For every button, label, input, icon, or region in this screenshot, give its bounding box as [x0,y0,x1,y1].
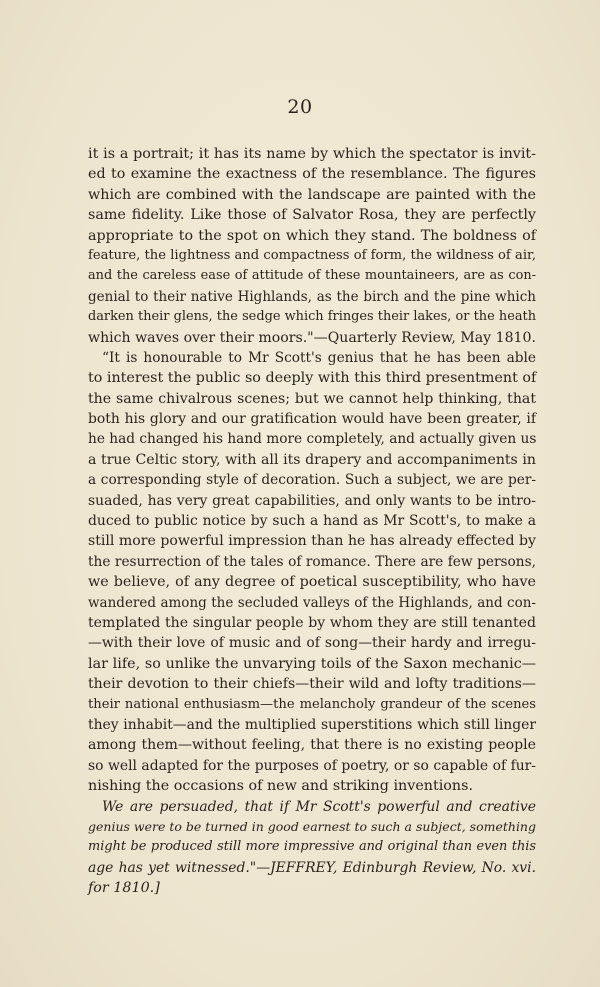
text-line: duced to public notice by such a hand as Mr Scott's, to make a [88,513,536,530]
text-line: “It is honourable to Mr Scott's genius that he has been able [102,349,536,366]
text-line: they inhabit—and the multiplied superstitions which still linger [88,716,536,733]
text-line: darken their glens, the sedge which fringes their lakes, or the heath [88,309,536,325]
text-line: a true Celtic story, with all its drapery and accompaniments in [88,451,536,468]
paragraph-quarterly-review [88,144,536,348]
text-line: for 1810.] [88,880,160,897]
text-line: age has yet witnessed."—JEFFREY, Edinburgh Review, No. xvi. [88,859,536,876]
text-line: to interest the public so deeply with this third presentment of [88,370,537,387]
text-line: so well adapted for the purposes of poetry, or so capable of fur- [88,757,536,774]
text-line: both his glory and our gratification would have been greater, if [88,411,536,428]
paragraph-edinburgh-review [88,348,536,797]
text-line: their national enthusiasm—the melancholy grandeur of the scenes [88,696,536,712]
page-number: 20 [287,96,313,118]
text-line: —with their love of music and of song—their hardy and irregu- [88,635,536,652]
text-line: wandered among the secluded valleys of the Highlands, and con- [88,594,536,611]
text-line: still more powerful impression than he has already effected by [88,533,536,550]
text-line: nishing the occasions of new and striking inventions. [88,778,474,795]
text-line: suaded, has very great capabilities, and only wants to be intro- [88,492,536,509]
text-line: their devotion to their chiefs—their wild and lofty traditions— [88,676,536,693]
text-line: feature, the lightness and compactness of form, the wildness of air, [88,247,536,263]
text-line: appropriate to the spot on which they stand. The boldness of [88,227,536,244]
text-line: the same chivalrous scenes; but we cannot help thinking, that [88,390,536,407]
text-line: which are combined with the landscape are painted with the [88,186,536,203]
text-line: genial to their native Highlands, as the birch and the pine which [88,288,536,305]
text-line: which waves over their moors."—Quarterly Review, May 1810. [88,329,536,346]
text-line: the resurrection of the tales of romance. There are few persons, [88,553,536,570]
text-line: it is a portrait; it has its name by which the spectator is invit- [88,146,536,162]
text-line: a corresponding style of decoration. Such a subject, we are per- [88,472,536,489]
text-line: lar life, so unlike the unvarying toils of the Saxon mechanic— [88,655,536,672]
text-line: same fidelity. Like those of Salvator Rosa, they are perfectly [88,207,536,224]
text-line: we believe, of any degree of poetical susceptibility, who have [88,574,536,591]
text-line: among them—without feeling, that there is no existing people [88,737,536,754]
page-body [88,144,536,898]
text-line: he had changed his hand more completely, and actually given us [88,431,537,448]
text-line: templated the singular people by whom they are still tenanted [88,614,536,631]
text-line: ed to examine the exactness of the resemblance. The figures [88,166,536,183]
text-line: might be produced still more impressive and original than even this [88,839,536,855]
text-line: We are persuaded, that if Mr Scott's powerful and creative [102,798,536,815]
text-line: genius were to be turned in good earnest to such a subject, something [88,818,536,834]
text-line: and the careless ease of attitude of these mountaineers, are as con- [88,268,536,284]
paragraph-jeffrey-quote [88,797,536,899]
